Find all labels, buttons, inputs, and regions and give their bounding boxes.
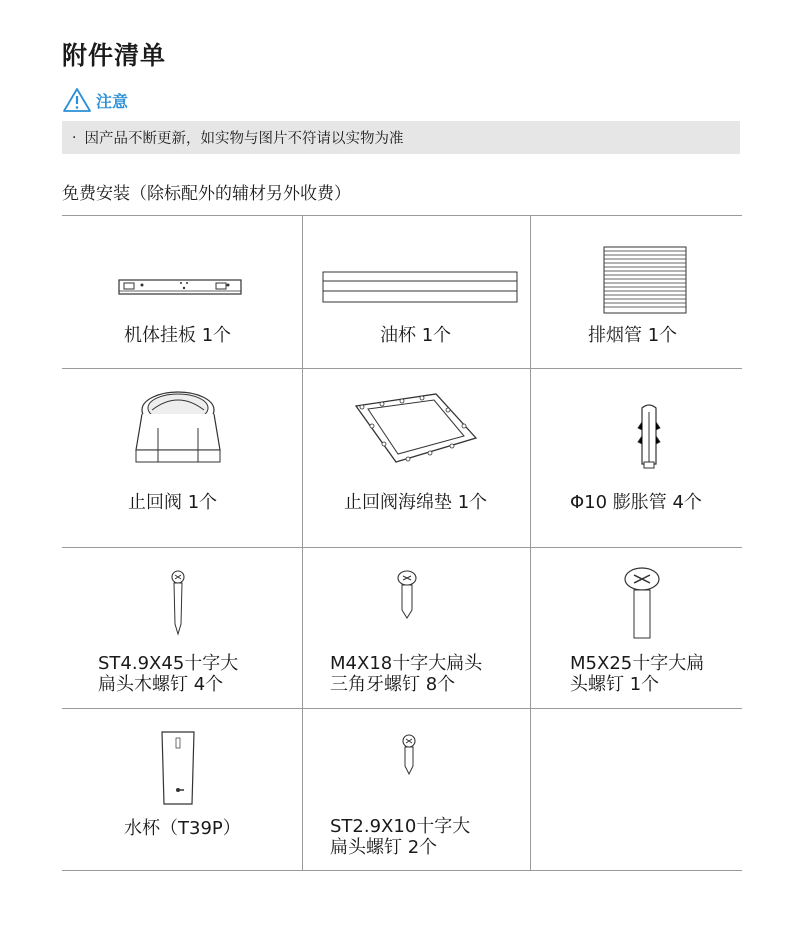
wood-screw-icon [168,570,188,640]
item-label: 止回阀 1个 [128,492,218,513]
item-label: 扁头木螺钉 4个 [98,674,224,695]
item-label: M4X18十字大扁头 [330,653,483,674]
table-border-bottom [62,870,742,871]
check-valve-icon [128,388,228,472]
table-col-divider [530,215,531,870]
item-label: 排烟管 1个 [588,325,678,346]
wall-bracket-icon [118,278,242,302]
item-label: ST4.9X45十字大 [98,653,239,674]
item-label: 三角牙螺钉 8个 [330,674,456,695]
triangle-thread-screw-icon [396,570,418,624]
item-label: 油杯 1个 [380,325,452,346]
item-label: 止回阀海绵垫 1个 [344,492,488,513]
table-row-divider [62,368,742,369]
item-label: M5X25十字大扁 [570,653,705,674]
water-cup-icon [160,730,196,810]
table-col-divider [302,215,303,870]
item-label: 水杯（T39P） [124,818,241,839]
notice-heading [62,87,128,113]
expansion-tube-icon [636,404,662,474]
exhaust-pipe-icon [600,245,690,319]
bullet: · [72,129,77,146]
item-label: 机体挂板 1个 [124,325,232,346]
flat-head-screw-icon [400,734,418,780]
page-title: 附件清单 [62,41,167,70]
notice-text: 因产品不断更新，如实物与图片不符请以实物为准 [84,131,404,147]
valve-sponge-pad-icon [352,390,482,470]
item-label: Φ10 膨胀管 4个 [570,492,702,513]
item-label: 头螺钉 1个 [570,674,660,695]
table-border-top [62,215,742,216]
warning-triangle-icon [62,87,92,113]
oil-cup-icon [322,271,518,307]
table-row-divider [62,708,742,709]
section-title: 免费安装（除标配外的辅材另外收费） [62,184,351,204]
notice-bar [62,121,740,154]
item-label: ST2.9X10十字大 [330,816,471,837]
machine-screw-icon [622,566,662,646]
notice-heading-label: 注意 [96,91,129,111]
table-row-divider [62,547,742,548]
item-label: 扁头螺钉 2个 [330,837,438,858]
